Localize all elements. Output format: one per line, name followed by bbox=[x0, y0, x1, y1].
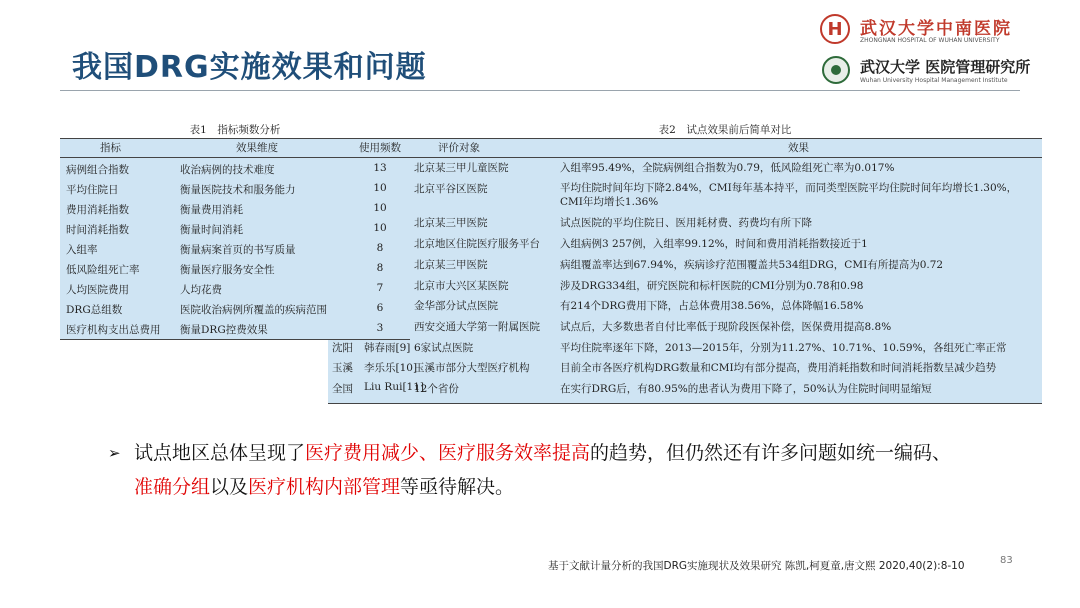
table2-cell-author: 李乐乐[10] bbox=[364, 362, 418, 374]
table1-cell-indicator: 入组率 bbox=[66, 244, 98, 256]
table2-cell-location: 沈阳 bbox=[332, 342, 353, 354]
table2-cell-object: 6家试点医院 bbox=[414, 342, 474, 354]
university-emblem-icon bbox=[822, 56, 850, 84]
table2-cell-effect: 试点医院的平均住院日、医用耗材费、药费均有所下降 bbox=[560, 217, 812, 229]
summary-text: 等亟待解决。 bbox=[400, 476, 515, 498]
table1-cell-frequency: 7 bbox=[376, 282, 384, 294]
table-row bbox=[60, 159, 410, 179]
table1-cell-indicator: 人均医院费用 bbox=[66, 284, 129, 296]
table2-cell-object: 玉溪市部分大型医疗机构 bbox=[414, 362, 530, 374]
table-row bbox=[60, 239, 410, 259]
table2-cell-location: 全国 bbox=[332, 383, 353, 395]
table2-cell-object: 北京地区住院医疗服务平台 bbox=[414, 238, 540, 250]
table2-cell-effect: 平均住院率逐年下降，2013—2015年，分别为11.27%、10.71%、10.59%，各组死亡率正常 bbox=[560, 342, 1007, 354]
table1-cell-frequency: 3 bbox=[376, 322, 384, 334]
table2-cell-object: 北京平谷区医院 bbox=[414, 183, 488, 195]
institute-logo bbox=[822, 54, 1031, 88]
table2 bbox=[328, 138, 1042, 404]
table1-cell-frequency: 8 bbox=[376, 242, 384, 254]
table1-cell-dimension: 衡量DRG控费效果 bbox=[180, 324, 268, 336]
source-citation: 基于文献计量分析的我国DRG实施现状及效果研究 陈凯,柯夏童,唐文熙 2020,40(2):8-10 bbox=[548, 560, 965, 572]
table2-cell-effect: 涉及DRG334组，研究医院和标杆医院的CMI分别为0.78和0.98 bbox=[560, 280, 864, 292]
table1-cell-indicator: 医疗机构支出总费用 bbox=[66, 324, 161, 336]
table2-cell-object: 12个省份 bbox=[414, 383, 459, 395]
table2-header bbox=[328, 139, 1042, 158]
table2-cell-effect: 入组率95.49%，全院病例组合指数为0.79，低风险组死亡率为0.017% bbox=[560, 162, 895, 174]
table2-cell-object: 北京某三甲医院 bbox=[414, 217, 488, 229]
summary-paragraph bbox=[108, 436, 954, 504]
table1-cell-dimension: 衡量时间消耗 bbox=[180, 224, 243, 236]
summary-text: 以及 bbox=[210, 476, 249, 498]
table1-cell-indicator: 费用消耗指数 bbox=[66, 204, 129, 216]
table2-cell-object: 北京市大兴区某医院 bbox=[414, 280, 509, 292]
table2-cell-author: Liu Rui[11] bbox=[364, 381, 425, 393]
table-row bbox=[60, 179, 410, 199]
table1-cell-frequency: 10 bbox=[373, 182, 387, 194]
table-row bbox=[60, 319, 410, 339]
table2-cell-location: 玉溪 bbox=[332, 362, 353, 374]
summary-highlight: 准确分组 bbox=[134, 476, 211, 498]
table1-header-frequency: 使用频数 bbox=[359, 142, 401, 154]
table1-cell-frequency: 8 bbox=[376, 262, 384, 274]
table1-cell-indicator: 平均住院日 bbox=[66, 184, 119, 196]
table1-cell-indicator: 病例组合指数 bbox=[66, 164, 129, 176]
table1-header bbox=[60, 139, 410, 158]
hospital-name-cn: 武汉大学中南医院 bbox=[860, 19, 1012, 39]
table-row bbox=[60, 279, 410, 299]
table1-cell-dimension: 衡量费用消耗 bbox=[180, 204, 243, 216]
table2-cell-object: 西安交通大学第一附属医院 bbox=[414, 321, 540, 333]
summary-text: 试点地区总体呈现了 bbox=[134, 442, 306, 464]
table-row bbox=[60, 299, 410, 319]
table1-cell-dimension: 人均花费 bbox=[180, 284, 222, 296]
table1-caption: 表1 指标频数分析 bbox=[189, 124, 281, 136]
table-row bbox=[60, 259, 410, 279]
hospital-logo bbox=[820, 14, 1020, 48]
table2-cell-effect: 在实行DRG后，有80.95%的患者认为费用下降了，50%认为住院时间明显缩短 bbox=[560, 383, 932, 395]
table1-header-dimension: 效果维度 bbox=[236, 142, 278, 154]
table2-cell-effect: 病组覆盖率达到67.94%，疾病诊疗范围覆盖共534组DRG，CMI有所提高为0.72 bbox=[560, 259, 944, 271]
table1-cell-dimension: 衡量医院技术和服务能力 bbox=[180, 184, 296, 196]
table1-cell-dimension: 收治病例的技术难度 bbox=[180, 164, 275, 176]
table2-cell-effect: 目前全市各医疗机构DRG数量和CMI均有部分提高，费用消耗指数和时间消耗指数呈减少趋势 bbox=[560, 362, 997, 374]
summary-highlight: 医疗费用减少、医疗服务效率提高 bbox=[305, 442, 591, 464]
table2-cell-effect: 有214个DRG费用下降，占总体费用38.56%，总体降幅16.58% bbox=[560, 300, 864, 312]
table2-caption: 表2 试点效果前后简单对比 bbox=[658, 124, 792, 136]
table1-cell-frequency: 10 bbox=[373, 202, 387, 214]
table2-cell-object: 金华部分试点医院 bbox=[414, 300, 498, 312]
table2-cell-object: 北京某三甲儿童医院 bbox=[414, 162, 509, 174]
table1-cell-frequency: 6 bbox=[376, 302, 384, 314]
table1-cell-frequency: 10 bbox=[373, 222, 387, 234]
table2-header-effect: 效果 bbox=[788, 142, 809, 154]
table1-cell-indicator: DRG总组数 bbox=[66, 304, 123, 316]
table1 bbox=[60, 138, 410, 340]
table1-cell-indicator: 时间消耗指数 bbox=[66, 224, 129, 236]
table1-cell-dimension: 衡量病案首页的书写质量 bbox=[180, 244, 296, 256]
summary-highlight: 医疗机构内部管理 bbox=[248, 476, 401, 498]
bullet-arrow-icon: ➢ bbox=[108, 444, 121, 462]
slide-title: 我国DRG实施效果和问题 bbox=[72, 50, 427, 85]
table1-cell-dimension: 衡量医疗服务安全性 bbox=[180, 264, 275, 276]
table2-cell-object: 北京某三甲医院 bbox=[414, 259, 488, 271]
table2-cell-effect: 试点后，大多数患者自付比率低于现阶段医保补偿，医保费用提高8.8% bbox=[560, 321, 892, 333]
table1-cell-indicator: 低风险组死亡率 bbox=[66, 264, 140, 276]
table1-cell-dimension: 医院收治病例所覆盖的疾病范围 bbox=[180, 304, 327, 316]
title-divider bbox=[60, 90, 1020, 91]
hospital-name-en: ZHONGNAN HOSPITAL OF WUHAN UNIVERSITY bbox=[860, 37, 1000, 44]
page-number: 83 bbox=[1000, 555, 1013, 566]
table-row bbox=[60, 199, 410, 219]
table2-cell-effect: 入组病例3 257例，入组率99.12%，时间和费用消耗指数接近于1 bbox=[560, 238, 868, 250]
hospital-emblem-icon: H bbox=[820, 14, 850, 44]
institute-name-en: Wuhan University Hospital Management Institute bbox=[860, 77, 1008, 84]
summary-text: 的趋势，但仍然还有许多问题如统一编码、 bbox=[590, 442, 952, 464]
table2-cell-author: 韩春雨[9] bbox=[364, 342, 411, 354]
table1-cell-frequency: 13 bbox=[373, 162, 387, 174]
table-row bbox=[60, 219, 410, 239]
table2-cell-effect: 平均住院时间年均下降2.84%，CMI每年基本持平，而同类型医院平均住院时间年均增长1.30%，CMI年均增长1.36% bbox=[560, 182, 1018, 208]
table2-header-object: 评价对象 bbox=[438, 142, 480, 154]
institute-name-cn: 武汉大学 医院管理研究所 bbox=[860, 58, 1031, 76]
table1-header-indicator: 指标 bbox=[100, 142, 121, 154]
